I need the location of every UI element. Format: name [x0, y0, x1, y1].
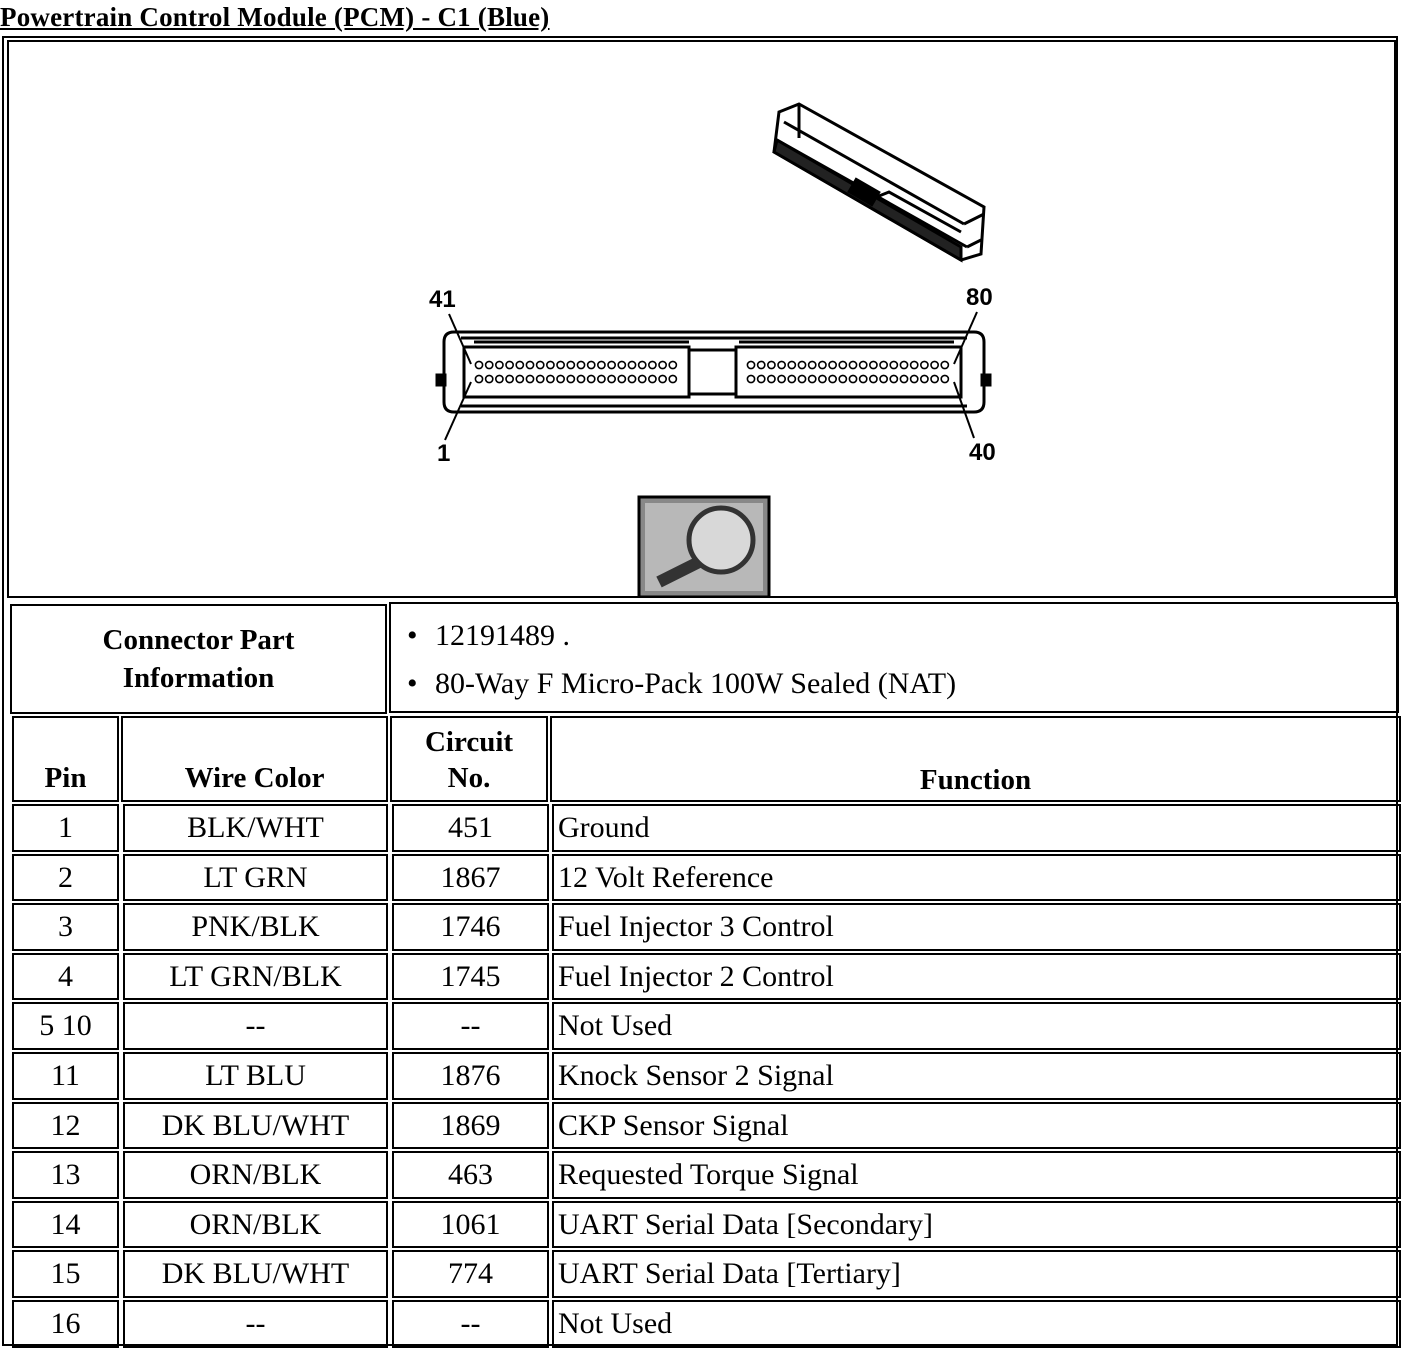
pin-hole: [526, 375, 533, 382]
pin-hole: [506, 375, 513, 382]
cell-function: CKP Sensor Signal: [552, 1102, 1401, 1150]
cell-pin: 1: [12, 804, 119, 852]
pin-hole: [496, 375, 503, 382]
pin-hole: [911, 375, 918, 382]
pin-hole: [506, 361, 513, 368]
col-header-function: Function: [550, 716, 1401, 802]
cell-wire-color: LT GRN: [123, 854, 388, 902]
pin-hole: [768, 361, 775, 368]
pin-hole: [747, 361, 754, 368]
pin-hole: [659, 361, 666, 368]
pin-hole: [669, 375, 676, 382]
pin-hole: [486, 375, 493, 382]
cell-circuit-no: 1867: [392, 854, 549, 902]
pin-hole: [819, 375, 826, 382]
pin-hole: [921, 375, 928, 382]
pin-hole: [547, 361, 554, 368]
connector-face: [437, 332, 990, 412]
pin-hole: [588, 361, 595, 368]
part-number: • 12191489 .: [435, 612, 1397, 660]
pin-hole: [809, 375, 816, 382]
pin-hole: [890, 361, 897, 368]
connector-diagram: [9, 42, 1394, 596]
pin-hole: [829, 375, 836, 382]
pin-hole: [588, 375, 595, 382]
pin-hole: [860, 375, 867, 382]
pin-holes: [475, 361, 948, 382]
pin-hole: [870, 361, 877, 368]
pin-hole: [598, 375, 605, 382]
cell-circuit-no: 1745: [392, 953, 549, 1001]
pin-hole: [608, 375, 615, 382]
cell-function: Not Used: [552, 1300, 1401, 1348]
col-header-circuit-no: Circuit No.: [390, 716, 548, 802]
pin-hole: [839, 375, 846, 382]
pin-hole: [921, 361, 928, 368]
cell-circuit-no: --: [392, 1002, 549, 1050]
cell-circuit-no: 774: [392, 1250, 549, 1298]
cell-function: Fuel Injector 2 Control: [552, 953, 1401, 1001]
cell-circuit-no: 463: [392, 1151, 549, 1199]
pin-hole: [567, 375, 574, 382]
pin-hole: [809, 361, 816, 368]
pin-hole: [475, 361, 482, 368]
pin-hole: [618, 361, 625, 368]
pin-hole: [557, 375, 564, 382]
pin-hole: [618, 375, 625, 382]
pin-hole: [649, 361, 656, 368]
cell-wire-color: --: [123, 1002, 388, 1050]
cell-circuit-no: 1746: [392, 903, 549, 951]
pin-hole: [649, 375, 656, 382]
pin-hole: [577, 375, 584, 382]
pin-hole: [819, 361, 826, 368]
cell-function: Requested Torque Signal: [552, 1151, 1401, 1199]
pin-hole: [900, 361, 907, 368]
pin-hole: [900, 375, 907, 382]
pin-hole: [496, 361, 503, 368]
pin-hole: [778, 375, 785, 382]
pin-label-41: 41: [429, 286, 456, 313]
cell-pin: 2: [12, 854, 119, 902]
cell-function: UART Serial Data [Secondary]: [552, 1201, 1401, 1249]
pin-hole: [911, 361, 918, 368]
zoom-button[interactable]: [639, 497, 769, 596]
part-info-list: [389, 602, 1399, 713]
connector-diagram-panel: [7, 40, 1396, 598]
cell-wire-color: PNK/BLK: [123, 903, 388, 951]
cell-circuit-no: 1869: [392, 1102, 549, 1150]
pin-hole: [547, 375, 554, 382]
pin-hole: [516, 375, 523, 382]
pin-hole: [537, 375, 544, 382]
cell-pin: 4: [12, 953, 119, 1001]
pin-hole: [516, 361, 523, 368]
cell-circuit-no: --: [392, 1300, 549, 1348]
connector-3d-view: [774, 104, 984, 260]
pin-hole: [860, 361, 867, 368]
pin-hole: [486, 361, 493, 368]
pin-hole: [758, 361, 765, 368]
cell-wire-color: DK BLU/WHT: [123, 1102, 388, 1150]
cell-wire-color: DK BLU/WHT: [123, 1250, 388, 1298]
pin-hole: [931, 375, 938, 382]
pin-hole: [768, 375, 775, 382]
pin-hole: [639, 361, 646, 368]
pin-hole: [577, 361, 584, 368]
pin-hole: [839, 361, 846, 368]
cell-wire-color: LT GRN/BLK: [123, 953, 388, 1001]
pin-hole: [628, 375, 635, 382]
cell-pin: 11: [12, 1052, 119, 1100]
pin-hole: [639, 375, 646, 382]
pin-hole: [747, 375, 754, 382]
pin-hole: [798, 361, 805, 368]
pin-hole: [788, 375, 795, 382]
part-description: • 80-Way F Micro-Pack 100W Sealed (NAT): [435, 660, 1397, 708]
cell-pin: 15: [12, 1250, 119, 1298]
pin-hole: [931, 361, 938, 368]
cell-function: 12 Volt Reference: [552, 854, 1401, 902]
cell-pin: 16: [12, 1300, 119, 1348]
pin-hole: [941, 361, 948, 368]
pin-hole: [788, 361, 795, 368]
pin-hole: [798, 375, 805, 382]
pin-hole: [758, 375, 765, 382]
pin-hole: [475, 375, 482, 382]
pin-hole: [849, 375, 856, 382]
pin-hole: [608, 361, 615, 368]
cell-pin: 5 10: [12, 1002, 119, 1050]
cell-wire-color: BLK/WHT: [123, 804, 388, 852]
col-header-pin: Pin: [12, 716, 119, 802]
page-title: Powertrain Control Module (PCM) - C1 (Blue): [0, 2, 550, 32]
pin-hole: [849, 361, 856, 368]
pin-hole: [880, 375, 887, 382]
cell-function: Not Used: [552, 1002, 1401, 1050]
cell-wire-color: ORN/BLK: [123, 1201, 388, 1249]
cell-circuit-no: 1061: [392, 1201, 549, 1249]
pin-hole: [669, 361, 676, 368]
pin-hole: [567, 361, 574, 368]
cell-function: UART Serial Data [Tertiary]: [552, 1250, 1401, 1298]
pin-hole: [941, 375, 948, 382]
pin-hole: [778, 361, 785, 368]
cell-function: Knock Sensor 2 Signal: [552, 1052, 1401, 1100]
cell-pin: 12: [12, 1102, 119, 1150]
pin-hole: [890, 375, 897, 382]
pin-hole: [598, 361, 605, 368]
cell-pin: 13: [12, 1151, 119, 1199]
cell-circuit-no: 451: [392, 804, 549, 852]
cell-wire-color: --: [123, 1300, 388, 1348]
cell-pin: 14: [12, 1201, 119, 1249]
pin-hole: [829, 361, 836, 368]
pin-label-1: 1: [437, 440, 451, 467]
cell-function: Fuel Injector 3 Control: [552, 903, 1401, 951]
pin-hole: [880, 361, 887, 368]
pin-hole: [659, 375, 666, 382]
cell-circuit-no: 1876: [392, 1052, 549, 1100]
part-info-label: Connector Part Information: [10, 604, 387, 714]
col-header-wire-color: Wire Color: [121, 716, 388, 802]
cell-pin: 3: [12, 903, 119, 951]
cell-function: Ground: [552, 804, 1401, 852]
pin-hole: [557, 361, 564, 368]
cell-wire-color: ORN/BLK: [123, 1151, 388, 1199]
pin-label-80: 80: [966, 284, 993, 311]
pin-hole: [870, 375, 877, 382]
pin-hole: [537, 361, 544, 368]
pin-label-40: 40: [969, 439, 996, 466]
pin-hole: [628, 361, 635, 368]
pin-hole: [526, 361, 533, 368]
cell-wire-color: LT BLU: [123, 1052, 388, 1100]
